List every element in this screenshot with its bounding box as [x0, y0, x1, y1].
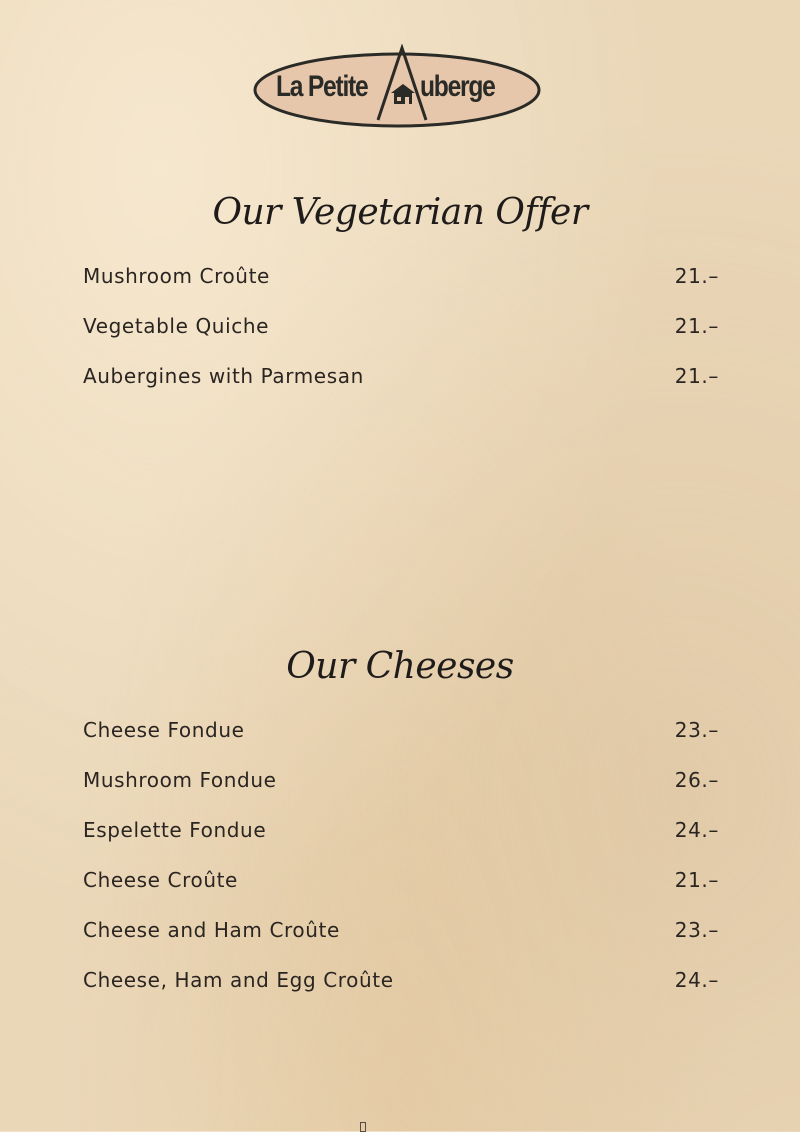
dish-price: 23.– [674, 718, 719, 742]
menu-item [83, 718, 719, 768]
cheeses-section-title: Our Cheeses [286, 646, 514, 687]
menu-item [83, 364, 719, 414]
dish-price: 21.– [674, 868, 719, 892]
restaurant-logo [252, 44, 542, 130]
vegetarian-menu-list [83, 264, 719, 414]
dish-name: Aubergines with Parmesan [83, 364, 364, 388]
dish-name: Vegetable Quiche [83, 314, 269, 338]
menu-item [83, 968, 719, 1018]
menu-item [83, 818, 719, 868]
dish-name: Cheese and Ham Croûte [83, 918, 340, 942]
chalet-house-icon [394, 92, 412, 104]
menu-item [83, 868, 719, 918]
menu-item [83, 264, 719, 314]
dish-name: Mushroom Fondue [83, 768, 277, 792]
dish-price: 21.– [674, 314, 719, 338]
vegetarian-section-title: Our Vegetarian Offer [212, 192, 588, 233]
dish-price: 24.– [674, 968, 719, 992]
dish-name: Espelette Fondue [83, 818, 267, 842]
dish-price: 23.– [674, 918, 719, 942]
menu-item [83, 314, 719, 364]
dish-name: Cheese Fondue [83, 718, 245, 742]
dish-price: 26.– [674, 768, 719, 792]
dish-price: 21.– [674, 264, 719, 288]
logo-text-left: La Petite [276, 70, 368, 103]
menu-item [83, 768, 719, 818]
dish-name: Cheese Croûte [83, 868, 238, 892]
dish-name: Mushroom Croûte [83, 264, 270, 288]
menu-item [83, 918, 719, 968]
dish-price: 24.– [674, 818, 719, 842]
cheeses-menu-list [83, 718, 719, 1018]
dish-price: 21.– [674, 364, 719, 388]
logo-text-right: uberge [420, 70, 495, 103]
dish-name: Cheese, Ham and Egg Croûte [83, 968, 394, 992]
